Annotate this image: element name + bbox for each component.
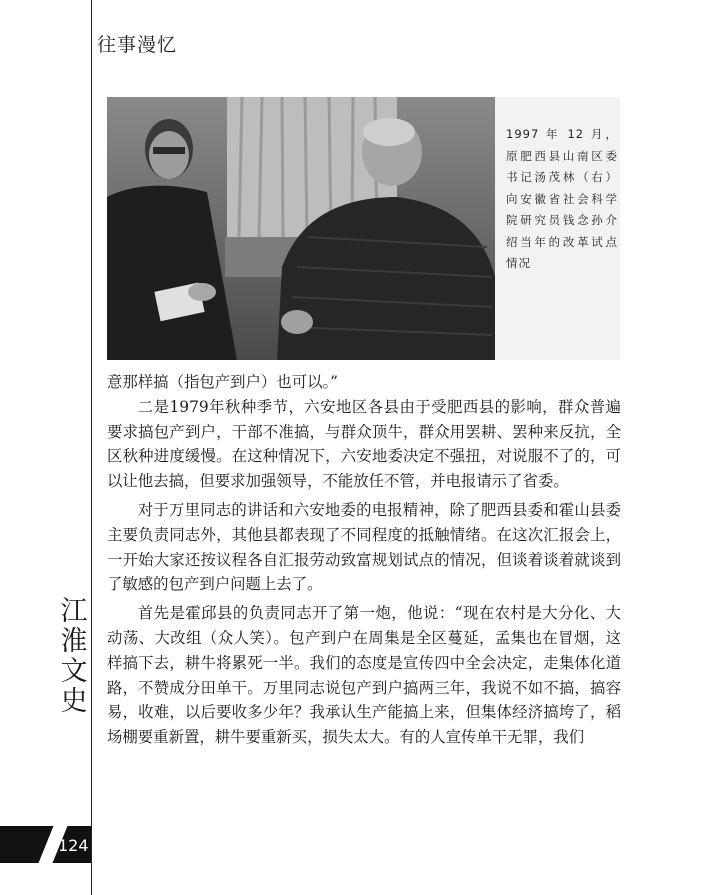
- photo-illustration: [107, 97, 495, 360]
- side-title-char: 文: [60, 656, 88, 687]
- paragraph: 对于万里同志的讲话和六安地委的电报精神，除了肥西县委和霍山县委主要负责同志外，其他县都表现了不同程度的抵触情绪。在这次汇报会上，一开始大家还按议程各自汇报劳动致富规划试点的情况，但谈着谈着就谈到了敏感的包产到户问题上去了。: [107, 500, 621, 594]
- paragraph: 首先是霍邱县的负责同志开了第一炮，他说：“现在农村是大分化、大动荡、大改组（众人笑）。包产到户在周集是全区蔓延，孟集也在冒烟，这样搞下去，耕牛将累死一半。我们的态度是宣传四中全会决定，走集体化道路，不赞成分田单干。万里同志说包产到户搞两三年，我说不如不搞，搞容易，收难，以后要收多少年？我承认生产能搞上来，但集体经济搞垮了，稻场棚要重新置，耕牛要重新买，损失太大。有的人宣传单干无罪，我们: [107, 604, 621, 747]
- page-number: 124: [58, 836, 89, 855]
- side-title-char: 江: [60, 596, 88, 627]
- running-header: 往事漫忆: [97, 34, 178, 56]
- photo-two-men-talking: [107, 97, 495, 360]
- side-title-char: 淮: [60, 626, 88, 657]
- article-body: [107, 370, 621, 750]
- photo-caption: 1997 年 12 月，原肥西县山南区委书记汤茂林（右）向安徽省社会科学院研究员钱念孙介绍当年的改革试点情况: [506, 127, 618, 270]
- paragraph: 二是1979年秋种季节，六安地区各县由于受肥西县的影响，群众普遍要求搞包产到户，干部不准搞，与群众顶牛，群众用罢耕、罢种来反抗，全区秋种进度缓慢。在这种情况下，六安地委决定不强扭，对说服不了的，可以让他去搞，但要求加强领导，不能放任不管，并电报请示了省委。: [107, 397, 621, 491]
- margin-rule: [91, 0, 92, 895]
- side-title-char: 史: [60, 686, 88, 717]
- side-journal-title: [58, 597, 90, 717]
- paragraph: 意那样搞（指包产到户）也可以。”: [107, 373, 339, 391]
